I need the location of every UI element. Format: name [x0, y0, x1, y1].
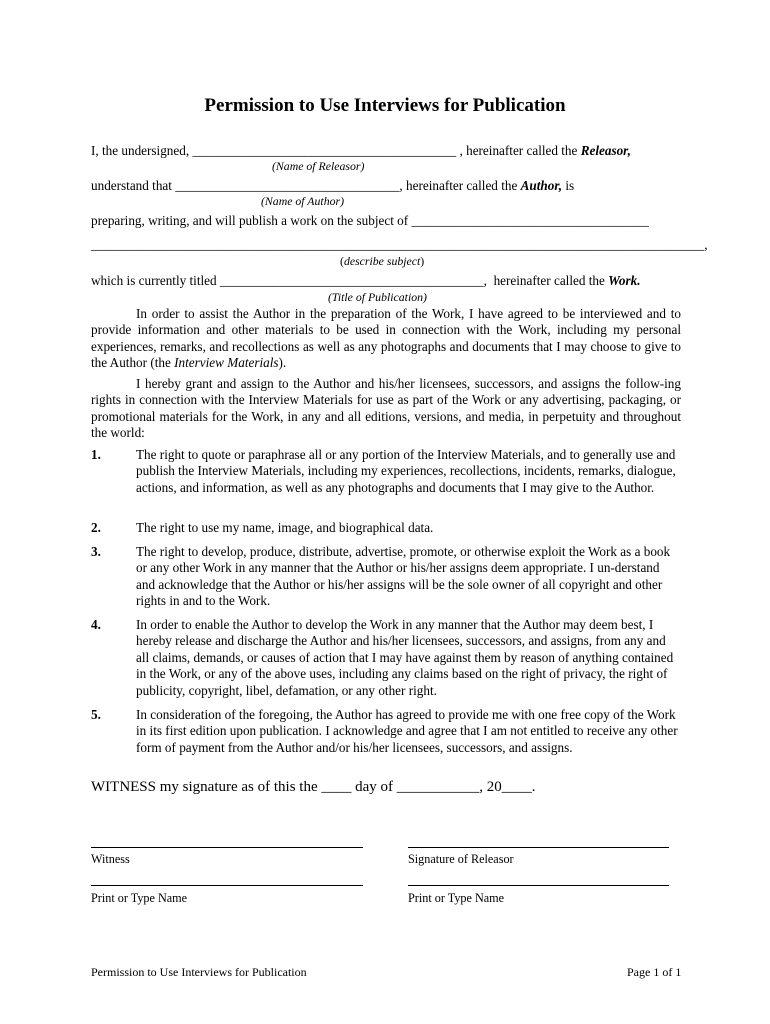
item-text: In order to enable the Author to develop the Work in any manner that the Author may deem best, I hereby release and discharge the Author and his/her licensees, successors, and assigns, from any and all claims, demands, or causes of action that I may have against them by reason of anything contained in the Work, or any of the above uses, including any claims based on the right of privacy, the right of publicity, copyright, libel, defamation, or any other right. — [136, 617, 674, 698]
releasor-name-blank[interactable]: ________________________________________ — [192, 143, 457, 158]
releasor-line — [91, 143, 631, 159]
witness-signature-line[interactable] — [91, 847, 363, 848]
author-caption: (Name of Author) — [261, 194, 345, 208]
item-text: The right to develop, produce, distribute, advertise, promote, or otherwise exploit the Work as a book or any other Work in any manner that the Author or his/her assigns deem appropriate. I un-derstand and acknowledge that the Author or his/her assigns will be the sole owner of all copyright and other rights in and to the Work. — [136, 544, 671, 609]
title-line-prefix: which is currently titled — [91, 273, 217, 288]
witness-print-name-line[interactable] — [91, 885, 363, 886]
item-number: 1. — [91, 447, 101, 462]
footer-title: Permission to Use Interviews for Publication — [91, 965, 307, 979]
item-number: 5. — [91, 707, 101, 722]
author-term: Author, — [520, 178, 563, 193]
title-caption: (Title of Publication) — [328, 290, 427, 304]
work-term: Work. — [608, 273, 641, 288]
item-number: 2. — [91, 520, 101, 535]
item-text: The right to quote or paraphrase all or any portion of the Interview Materials, and to generally use and publish the Interview Materials, including my experiences, recollections, incidents, remarks, dialogue, actions, and information, as well as any photographs and documents that I may give to the Author. — [136, 447, 676, 495]
author-line-prefix: understand that — [91, 178, 172, 193]
witness-label: Witness — [91, 852, 130, 866]
releasor-caption: (Name of Releasor) — [272, 159, 365, 173]
releasor-line-prefix: I, the undersigned, — [91, 143, 190, 158]
title-line-suffix: hereinafter called the — [493, 273, 605, 288]
publication-title-blank[interactable]: ________________________________________, — [219, 273, 487, 288]
author-line — [91, 178, 574, 194]
subject-line-text: preparing, writing, and will publish a work on the subject of — [91, 213, 409, 228]
subject-line — [91, 213, 649, 229]
releasor-signature-line[interactable] — [408, 847, 669, 848]
releasor-line-suffix: , hereinafter called the — [459, 143, 578, 158]
releasor-term: Releasor, — [580, 143, 631, 158]
author-line-tail: is — [565, 178, 575, 193]
author-line-suffix: , hereinafter called the — [399, 178, 518, 193]
document-title: Permission to Use Interviews for Publication — [204, 95, 566, 116]
page-number: Page 1 of 1 — [627, 965, 682, 979]
author-name-blank[interactable]: __________________________________ — [175, 178, 400, 193]
subject-caption: (describe subject) — [340, 254, 425, 268]
paragraph-2: I hereby grant and assign to the Author and his/her licensees, successors, and assigns the follow-ing rights in connection with the Interview Materials for use as part of the Work or any advertising, packaging, or promotional materials for the Work, in any and all editions, versions, and media, in perpetuity and throughout the world: — [91, 376, 681, 441]
item-text: The right to use my name, image, and biographical data. — [136, 520, 434, 535]
witness-print-name-label: Print or Type Name — [91, 891, 188, 905]
subject-blank-2[interactable]: _____________________________________________________________________________________________, — [91, 237, 708, 252]
releasor-signature-label: Signature of Releasor — [408, 852, 514, 866]
witness-statement: WITNESS my signature as of this the ____ day of ___________, 20____. — [91, 779, 536, 795]
item-number: 3. — [91, 544, 101, 559]
releasor-print-name-label: Print or Type Name — [408, 891, 505, 905]
item-number: 4. — [91, 617, 101, 632]
releasor-print-name-line[interactable] — [408, 885, 669, 886]
item-text: In consideration of the foregoing, the Author has agreed to provide me with one free copy of the Work in its first edition upon publication. I acknowledge and agree that I am not entitled to receive any other form of payment from the Author and/or his/her licensees, successors, and assigns. — [136, 707, 678, 755]
paragraph-1: In order to assist the Author in the preparation of the Work, I have agreed to be interviewed and to provide information and other materials to be used in connection with the Work, including my personal experiences, remarks, and recollections as well as any photographs and documents that I may choose to give to the Author (the Interview Materials). — [91, 306, 681, 371]
title-line — [91, 273, 641, 289]
subject-blank-1[interactable]: ____________________________________ — [411, 213, 649, 228]
